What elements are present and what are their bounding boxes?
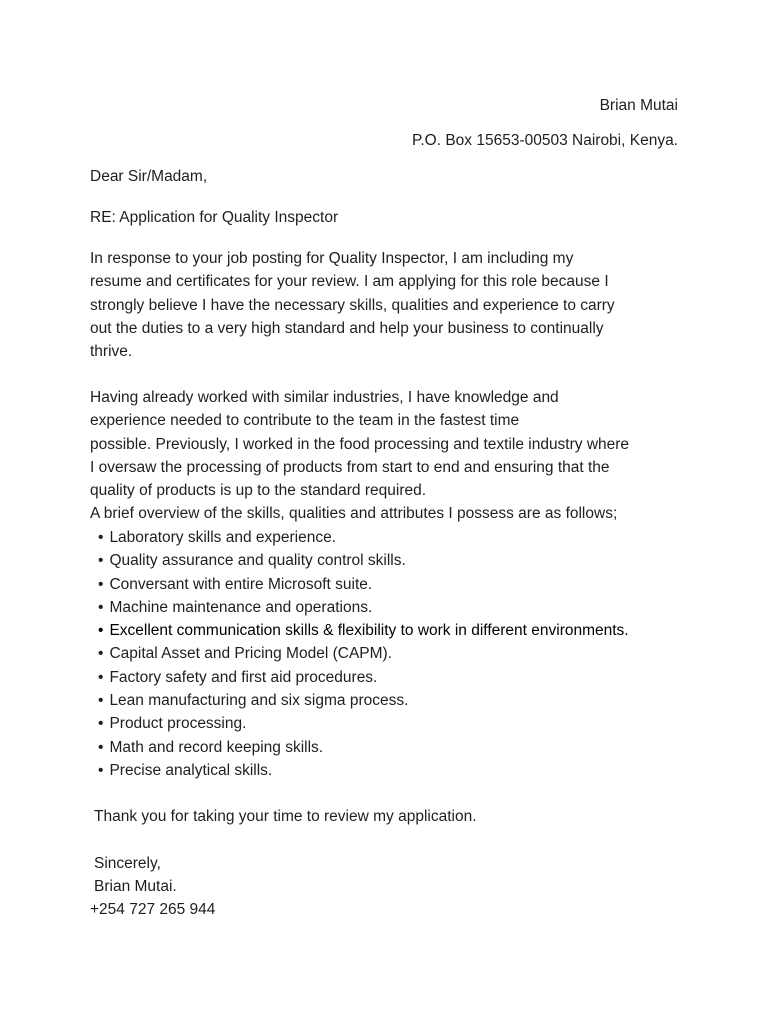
- skill-item: • Precise analytical skills.: [98, 759, 629, 782]
- paragraph-line: possible. Previously, I worked in the food processing and textile industry where: [90, 435, 630, 453]
- phone-number: +254 727 265 944: [90, 901, 216, 918]
- skill-item: • Lean manufacturing and six sigma process.: [98, 689, 629, 712]
- paragraph-line: In response to your job posting for Quality Inspector, I am including my: [90, 250, 574, 267]
- skill-item: • Laboratory skills and experience.: [98, 526, 629, 549]
- skill-item: • Factory safety and first aid procedures.: [98, 666, 629, 689]
- paragraph-line: resume and certificates for your review. I am applying for this role because I: [90, 273, 609, 291]
- sender-name: Brian Mutai: [599, 97, 678, 114]
- salutation: Dear Sir/Madam,: [90, 168, 208, 185]
- skill-item: • Conversant with entire Microsoft suite.: [98, 573, 629, 596]
- sign-off: Sincerely,: [94, 855, 161, 872]
- skill-item: • Capital Asset and Pricing Model (CAPM).: [98, 642, 629, 665]
- paragraph-line: out the duties to a very high standard and help your business to continually: [90, 319, 604, 337]
- paragraph-line: Having already worked with similar industries, I have knowledge and: [90, 389, 559, 406]
- skill-item: • Quality assurance and quality control skills.: [98, 549, 629, 572]
- paragraph-line: A brief overview of the skills, qualities and attributes I possess are as follows;: [90, 505, 618, 523]
- subject-line: RE: Application for Quality Inspector: [90, 209, 339, 226]
- sender-address: P.O. Box 15653-00503 Nairobi, Kenya.: [412, 132, 678, 149]
- skills-list: [98, 526, 629, 782]
- paragraph-line: experience needed to contribute to the team in the fastest time: [90, 412, 520, 430]
- paragraph-intro: [90, 247, 690, 363]
- paragraph-line: I oversaw the processing of products from start to end and ensuring that the: [90, 458, 610, 476]
- paragraph-line: strongly believe I have the necessary skills, qualities and experience to carry: [90, 296, 615, 314]
- skill-item: • Math and record keeping skills.: [98, 736, 629, 759]
- skill-item: • Excellent communication skills & flexibility to work in different environments.: [98, 619, 629, 642]
- skill-item: • Product processing.: [98, 712, 629, 735]
- paragraph-line: thrive.: [90, 343, 133, 361]
- signature-name: Brian Mutai.: [94, 878, 177, 895]
- paragraph-experience: [90, 386, 690, 526]
- thanks-line: Thank you for taking your time to review my application.: [94, 808, 477, 825]
- paragraph-line: quality of products is up to the standard required.: [90, 482, 427, 500]
- skill-item: • Machine maintenance and operations.: [98, 596, 629, 619]
